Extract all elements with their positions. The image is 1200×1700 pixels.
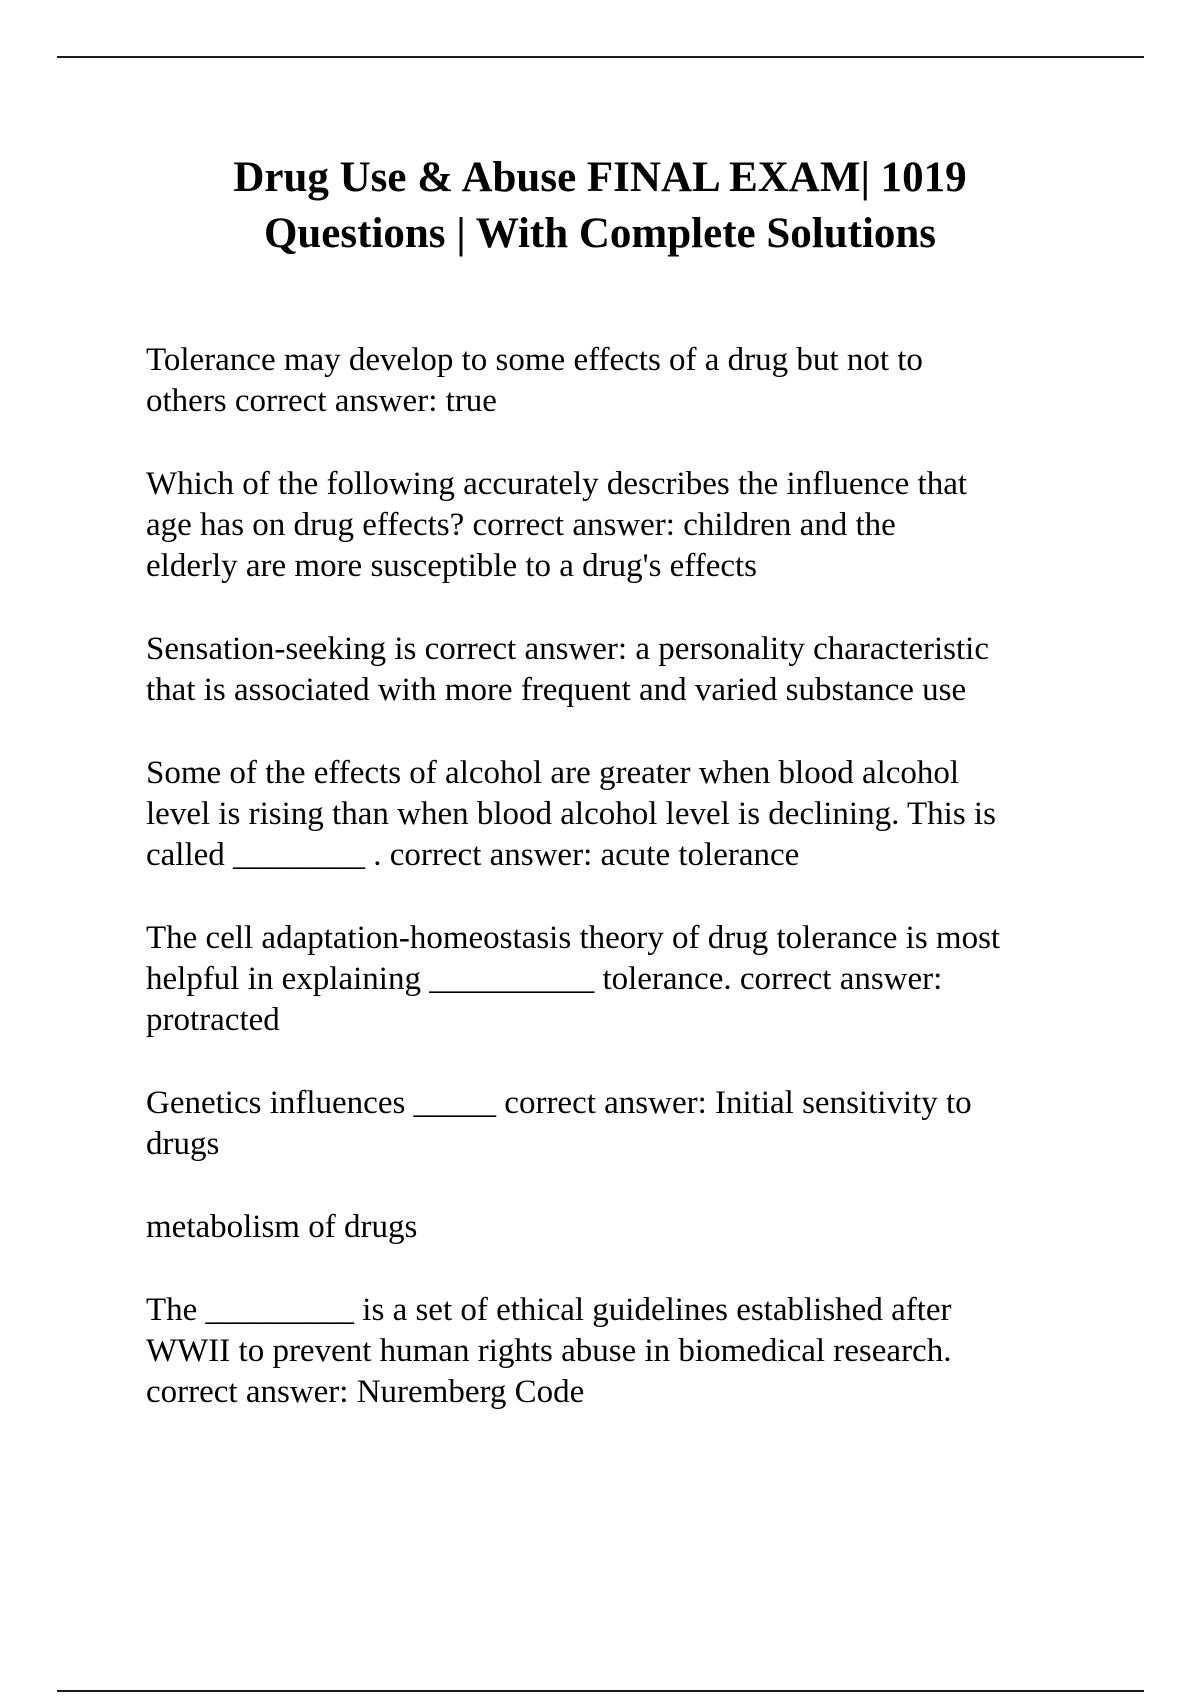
header-divider (57, 56, 1144, 58)
qa-item (146, 1083, 1096, 1165)
qa-line: age has on drug effects? correct answer: children and the (146, 507, 896, 543)
qa-line: WWII to prevent human rights abuse in biomedical research. (146, 1333, 952, 1369)
title-line: Drug Use & Abuse FINAL EXAM| 1019 (233, 154, 967, 201)
qa-item (146, 629, 1096, 711)
qa-line: Genetics influences _____ correct answer: Initial sensitivity to (146, 1085, 972, 1121)
qa-line: others correct answer: true (146, 383, 497, 419)
qa-line: elderly are more susceptible to a drug's effects (146, 548, 758, 584)
qa-line: protracted (146, 1002, 280, 1038)
qa-line: Some of the effects of alcohol are greater when blood alcohol (146, 755, 960, 791)
qa-item (146, 1207, 1096, 1248)
qa-item (146, 1290, 1096, 1413)
qa-item (146, 918, 1096, 1041)
title-line: Questions | With Complete Solutions (263, 210, 937, 257)
qa-item (146, 753, 1096, 876)
qa-item (146, 340, 1096, 422)
qa-line: that is associated with more frequent and varied substance use (146, 672, 967, 708)
qa-line: Sensation-seeking is correct answer: a personality characteristic (146, 631, 989, 667)
footer-divider (57, 1690, 1144, 1692)
qa-line: drugs (146, 1126, 220, 1162)
qa-line: helpful in explaining __________ tolerance. correct answer: (146, 961, 943, 997)
qa-line: correct answer: Nuremberg Code (146, 1374, 585, 1410)
qa-item (146, 464, 1096, 587)
qa-line: metabolism of drugs (146, 1209, 418, 1245)
qa-line: The cell adaptation-homeostasis theory of drug tolerance is most (146, 920, 1001, 956)
qa-line: called ________ . correct answer: acute tolerance (146, 837, 800, 873)
document-title (100, 150, 1100, 262)
qa-line: Which of the following accurately describes the influence that (146, 466, 968, 502)
qa-line: level is rising than when blood alcohol level is declining. This is (146, 796, 996, 832)
qa-line: Tolerance may develop to some effects of a drug but not to (146, 342, 923, 378)
document-body (146, 340, 1096, 1455)
qa-line: The _________ is a set of ethical guidelines established after (146, 1292, 952, 1328)
